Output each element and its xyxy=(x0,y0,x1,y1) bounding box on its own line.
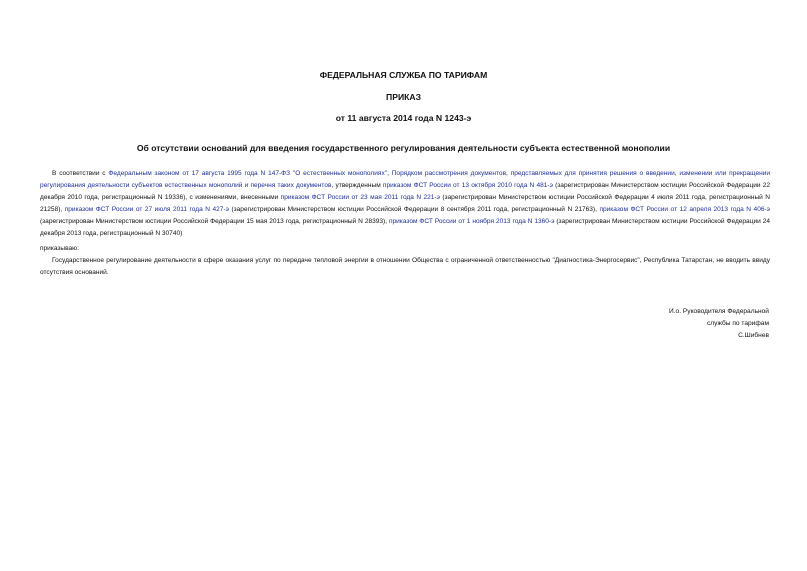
link-order-481[interactable]: приказом ФСТ России от 13 октября 2010 года N 481-э xyxy=(382,182,553,189)
signature-position-cont: службы по тарифам xyxy=(706,320,769,327)
decision-paragraph: Государственное регулирование деятельности в сфере оказания услуг по передаче тепловой энергии в отношении Общества с ограниченной ответственностью "Диагностика-Энергосервис", Республика Татарстан, не вводить ввиду отсутствия оснований. xyxy=(40,257,770,276)
link-order-221[interactable]: приказом ФСТ России от 23 мая 2011 года N 221-э xyxy=(280,194,440,201)
document-title: Об отсутствии оснований для введения государственного регулирования деятельности субъекта естественной монополии xyxy=(136,143,671,153)
link-order-1360[interactable]: приказом ФСТ России от 1 ноября 2013 года N 1360-э xyxy=(388,218,555,225)
agency-name: ФЕДЕРАЛЬНАЯ СЛУЖБА ПО ТАРИФАМ xyxy=(319,70,488,80)
order-keyword: приказываю: xyxy=(40,245,79,252)
intro-text: В соответствии с xyxy=(52,170,109,177)
intro-text: (зарегистрирован Министерством юстиции Российской Федерации 4 июля 2011 года, регистрационный N 21258), xyxy=(40,194,770,213)
intro-text: , xyxy=(387,170,392,177)
document-type: ПРИКАЗ xyxy=(386,92,421,102)
intro-text: (зарегистрирован Министерством юстиции Российской Федерации 24 декабря 2013 года, регистрационный N 30740) xyxy=(40,218,770,237)
intro-paragraph xyxy=(40,168,770,240)
link-federal-law[interactable]: Федеральным законом от 17 августа 1995 года N 147-ФЗ "О естественных монополиях" xyxy=(108,170,388,177)
signature-block xyxy=(569,306,769,342)
signature-position: И.о. Руководителя Федеральной xyxy=(668,308,769,315)
link-order-427[interactable]: приказом ФСТ России от 27 июля 2011 года N 427-э xyxy=(64,206,229,213)
intro-text: , утвержденным xyxy=(331,182,383,189)
intro-text: (зарегистрирован Министерством юстиции Российской Федерации 15 мая 2013 года, регистрационный N 28393), xyxy=(40,218,389,225)
document-date-number: от 11 августа 2014 года N 1243-э xyxy=(335,113,472,123)
intro-text: (зарегистрирован Министерством юстиции Российской Федерации 8 сентября 2011 года, регистрационный N 21763), xyxy=(228,206,600,213)
intro-text: (зарегистрирован Министерством юстиции Российской Федерации 22 декабря 2010 года, регистрационный N 19336), с изменениями, внесенными xyxy=(40,182,770,201)
link-procedure[interactable]: Порядком рассмотрения документов, представляемых для принятия решения о введении, изменении или прекращении регулирования деятельности субъектов естественных монополий и перечня таких документов xyxy=(40,170,771,189)
link-order-406[interactable]: приказом ФСТ России от 12 апреля 2013 года N 406-э xyxy=(599,206,770,213)
signature-name: С.Шибнев xyxy=(738,332,769,339)
